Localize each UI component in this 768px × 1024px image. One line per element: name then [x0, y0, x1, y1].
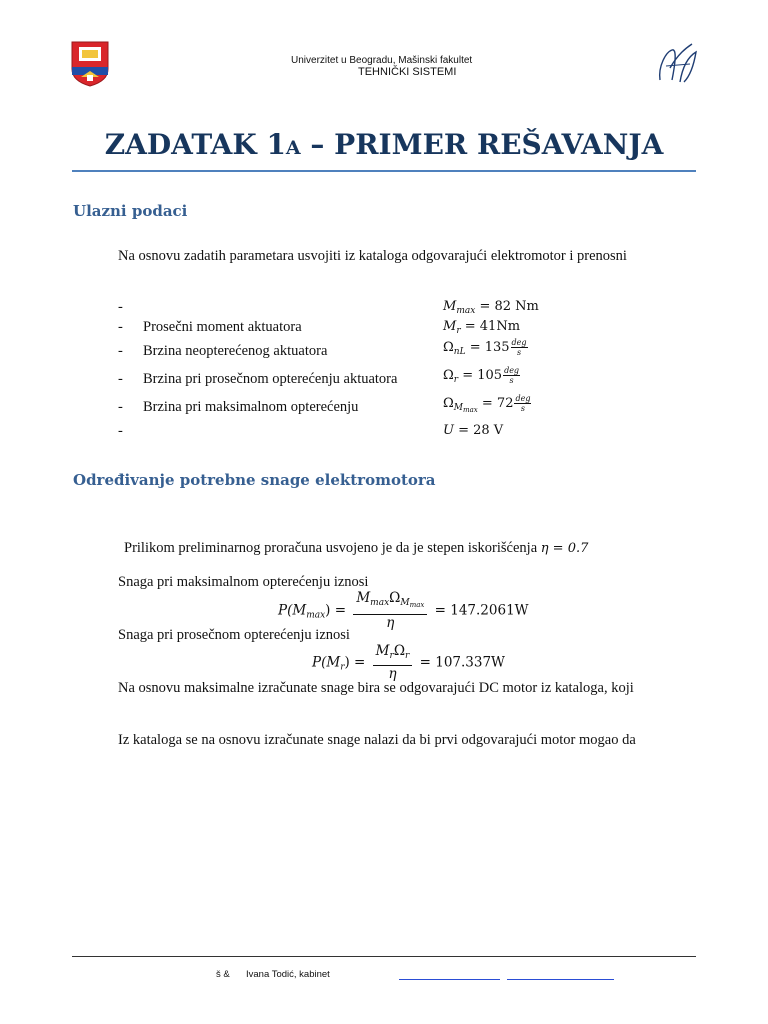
university-crest-logo: [71, 41, 109, 87]
title-rule: [72, 170, 696, 172]
param-dash: -: [118, 299, 123, 315]
param-label: Brzina neopterećenog aktuatora: [143, 343, 328, 359]
title-small-caps: A: [285, 137, 301, 159]
section-heading-ulazni: Ulazni podaci: [73, 202, 188, 220]
signature-monogram-logo: [656, 40, 700, 86]
param-dash: -: [118, 423, 123, 439]
page-title: [0, 128, 768, 161]
param-dash: -: [118, 371, 123, 387]
title-rest: – PRIMER REŠAVANJA: [300, 128, 664, 161]
param-math: $\Omega_r = 105$ $\frac{\text{deg}}{s}$: [443, 366, 520, 385]
header-university: Univerzitet u Beogradu, Mašinski fakultet: [291, 55, 473, 66]
section-heading-snaga: Određivanje potrebne snage elektromotora: [73, 471, 436, 489]
param-label: Brzina pri maksimalnom opterećenju: [143, 399, 359, 415]
footer-author: Ivana Todić, kabinet: [246, 969, 330, 980]
choose-motor-text: Na osnovu maksimalne izračunate snage bira se odgovarajući DC motor iz kataloga, koji: [118, 680, 634, 696]
efficiency-line: [124, 540, 588, 557]
crest-icon: [71, 41, 109, 87]
efficiency-math: η = 0.7: [540, 541, 589, 556]
max-power-equation: $P(M_{max})$ = $\frac{M_{max}\Omega_{M_{max}}}{\eta}$ = 147.2061W: [278, 590, 529, 631]
footer-link-2[interactable]: [507, 979, 614, 980]
avg-power-text: Snaga pri prosečnom opterećenju iznosi: [118, 627, 350, 643]
efficiency-text: Prilikom preliminarnog proračuna usvojeno je da je stepen iskorišćenja: [124, 540, 538, 556]
catalog-text: Iz kataloga se na osnovu izračunate snage nalazi da bi prvi odgovarajući motor mogao da: [118, 732, 636, 748]
param-dash: -: [118, 319, 123, 335]
param-math: $M_r = 41Nm$: [443, 319, 521, 336]
max-power-text: Snaga pri maksimalnom opterećenju iznosi: [118, 574, 369, 590]
ulazni-intro: Na osnovu zadatih parametara usvojiti iz kataloga odgovarajući elektromotor i prenosni: [118, 248, 627, 264]
footer-rule: [72, 956, 696, 957]
header-course: TEHNIČKI SISTEMI: [358, 66, 457, 78]
monogram-icon: [656, 40, 700, 86]
footer-link-1[interactable]: [399, 979, 500, 980]
param-math: $M_{max} = 82$ Nm: [443, 299, 539, 316]
param-dash: -: [118, 399, 123, 415]
param-label: Prosečni moment aktuatora: [143, 319, 302, 335]
title-main: ZADATAK 1: [104, 128, 286, 161]
param-math: $\Omega_{nL} = 135$ $\frac{\text{deg}}{s}$: [443, 338, 527, 357]
avg-power-equation: $P(M_r)$ = $\frac{M_r\Omega_r}{\eta}$ = 107.337W: [312, 643, 505, 682]
param-math: $\Omega_{M_{max}} = 72$ $\frac{\text{deg}}{s}$: [443, 394, 531, 414]
param-math: U = 28 V: [443, 423, 504, 438]
footer-left: š &: [216, 969, 230, 980]
param-label: Brzina pri prosečnom opterećenju aktuatora: [143, 371, 398, 387]
param-dash: -: [118, 343, 123, 359]
